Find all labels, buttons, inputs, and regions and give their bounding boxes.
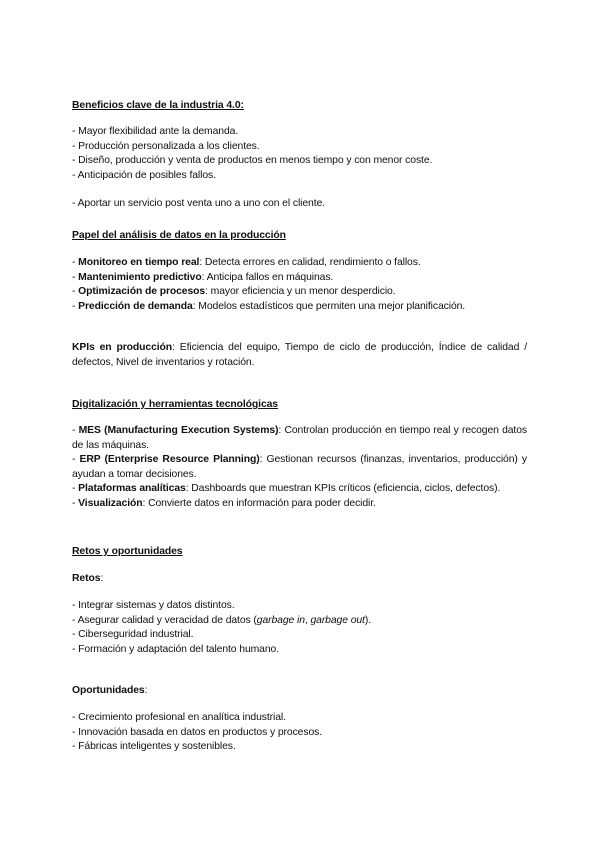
item-term: Optimización de procesos [78,286,206,298]
item-text: : Anticipa fallos en máquinas. [201,271,334,283]
bullet-prefix: - [72,483,79,495]
item-text: , [304,614,311,626]
retos-colon: : [100,573,104,584]
list-item: - Ciberseguridad industrial. [72,629,194,641]
item-text: : mayor eficiencia y un menor desperdicio. [205,286,396,298]
digital-heading: Digitalización y herramientas tecnológicas [72,399,278,410]
oportunidades-colon: : [144,685,148,696]
item-emphasis: garbage out [310,614,365,626]
list-item [72,497,527,512]
item-text: : Detecta errores en calidad, rendimiento o fallos. [199,257,421,268]
list-item: - Innovación basada en datos en productos y procesos. [72,726,323,738]
kpis-term: KPIs en producción [72,342,173,353]
item-text: : Modelos estadísticos que permiten una mejor planificación. [192,300,466,312]
benefits-list [72,125,527,183]
item-text: : Convierte datos en información para poder decidir. [142,497,376,509]
item-text: - Asegurar calidad y veracidad de datos ( [72,614,257,626]
list-item: - Anticipación de posibles fallos. [72,169,216,181]
list-item: - Formación y adaptación del talento humano. [72,643,280,655]
item-text: : Gestionan recursos (finanzas, inventarios, producción) y ayudan a tomar decisiones. [72,454,528,480]
list-item: - Mayor flexibilidad ante la demanda. [72,126,239,137]
item-text: : Controlan producción en tiempo real y recogen datos de las máquinas. [72,425,527,451]
item-term: MES (Manufacturing Execution Systems) [78,425,279,436]
bullet-prefix: - [72,425,79,436]
bullet-prefix: - [72,286,79,298]
item-text: ). [364,614,371,626]
digital-list [72,424,527,512]
oportunidades-list [72,711,527,755]
bullet-prefix: - [72,497,79,509]
list-item [72,285,527,300]
benefits-heading: Beneficios clave de la industria 4.0: [72,100,244,111]
list-item [72,271,527,286]
list-item [72,453,527,482]
list-item: - Crecimiento profesional en analítica industrial. [72,712,286,723]
retos-label-text: Retos [72,573,101,584]
list-item [72,300,527,315]
kpis-paragraph [72,341,527,370]
item-term: Monitoreo en tiempo real [78,257,200,268]
kpis-text: : Eficiencia del equipo, Tiempo de ciclo de producción, Índice de calidad / defectos, Nivel de inventarios y rotación. [72,342,527,368]
retos-list [72,599,527,657]
list-item: - Integrar sistemas y datos distintos. [72,600,235,611]
list-item [72,482,527,497]
item-term: Mantenimiento predictivo [78,271,202,283]
list-item: - Fábricas inteligentes y sostenibles. [72,741,236,753]
benefits-extra-item: - Aportar un servicio post venta uno a uno con el cliente. [72,198,325,209]
list-item [72,424,527,453]
bullet-prefix: - [72,271,79,283]
retos-label [72,572,527,587]
list-item [72,614,527,629]
list-item: - Producción personalizada a los clientes. [72,140,260,152]
bullet-prefix: - [72,300,79,312]
analysis-list [72,256,527,314]
challenges-heading: Retos y oportunidades [72,546,183,557]
item-term: Plataformas analíticas [78,483,186,495]
bullet-prefix: - [72,257,79,268]
analysis-heading: Papel del análisis de datos en la producción [72,230,286,241]
list-item: - Diseño, producción y venta de productos en menos tiempo y con menor coste. [72,155,433,167]
bullet-prefix: - [72,454,80,466]
list-item [72,256,527,271]
oportunidades-label-text: Oportunidades [72,685,145,696]
item-term: ERP (Enterprise Resource Planning) [79,454,260,466]
item-term: Visualización [78,497,143,509]
item-emphasis: garbage in [256,614,305,626]
item-text: : Dashboards que muestran KPIs críticos (eficiencia, ciclos, defectos). [185,483,501,495]
oportunidades-label [72,684,527,699]
item-term: Predicción de demanda [78,300,193,312]
